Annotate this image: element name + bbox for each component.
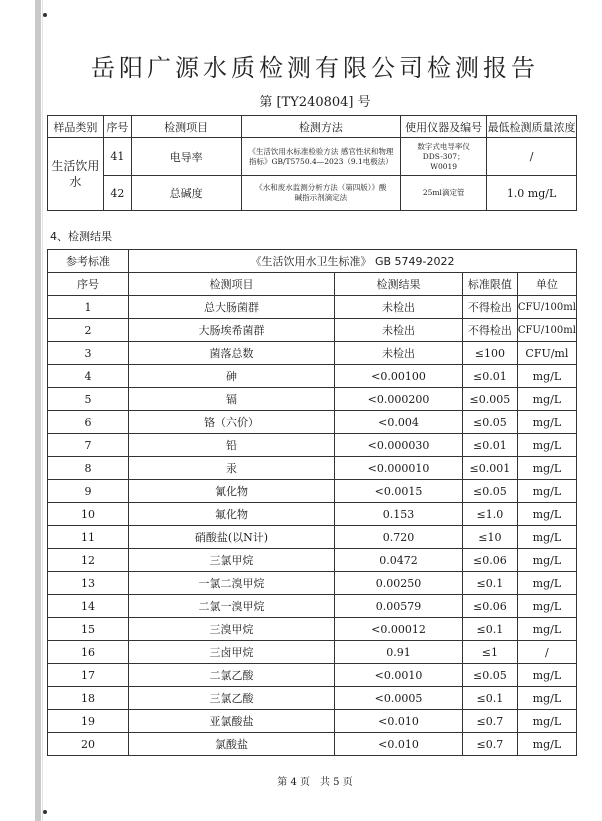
row-no: 15 [48,618,129,641]
row-unit: mg/L [517,572,576,595]
row-no: 16 [48,641,129,664]
row-limit: 不得检出 [463,319,518,342]
row-unit: / [517,641,576,664]
row-result: <0.004 [335,411,463,434]
methods-row-no: 41 [103,138,131,176]
page-binding-edge-shadow [42,0,43,821]
table-row [48,457,577,480]
methods-row-no: 42 [103,176,131,211]
row-unit: mg/L [517,411,576,434]
row-limit: ≤1.0 [463,503,518,526]
methods-row-instrument: 25ml滴定管 [401,176,487,211]
row-no: 17 [48,664,129,687]
table-row [48,618,577,641]
table-row [48,733,577,756]
row-unit: CFU/100ml [517,296,576,319]
row-limit: ≤100 [463,342,518,365]
results-header-row [48,273,577,296]
row-unit: CFU/100ml [517,319,576,342]
row-unit: mg/L [517,710,576,733]
header-seq: 序号 [48,273,129,296]
row-item: 总大肠菌群 [128,296,334,319]
table-row [48,641,577,664]
scan-speck [43,13,47,17]
row-unit: mg/L [517,549,576,572]
row-no: 19 [48,710,129,733]
row-unit: mg/L [517,618,576,641]
row-limit: ≤0.06 [463,549,518,572]
row-no: 6 [48,411,129,434]
row-result: <0.0005 [335,687,463,710]
row-no: 20 [48,733,129,756]
row-item: 汞 [128,457,334,480]
table-row [48,319,577,342]
header-seq: 序号 [103,116,131,138]
report-number: 第 [TY240804] 号 [259,95,371,110]
row-result: 0.00250 [335,572,463,595]
methods-row [48,138,577,176]
row-no: 11 [48,526,129,549]
table-row [48,549,577,572]
row-unit: mg/L [517,388,576,411]
table-row [48,388,577,411]
row-unit: mg/L [517,434,576,457]
table-row [48,342,577,365]
row-unit: mg/L [517,526,576,549]
report-title: 岳阳广源水质检测有限公司检测报告 [91,54,539,82]
row-result: <0.000030 [335,434,463,457]
row-item: 铬（六价） [128,411,334,434]
row-limit: 不得检出 [463,296,518,319]
row-result: <0.0010 [335,664,463,687]
row-item: 三氯甲烷 [128,549,334,572]
table-row [48,296,577,319]
row-item: 菌落总数 [128,342,334,365]
page-binding-edge [35,0,41,821]
table-row [48,687,577,710]
header-instrument: 使用仪器及编号 [401,116,487,138]
row-no: 18 [48,687,129,710]
row-no: 1 [48,296,129,319]
row-limit: ≤10 [463,526,518,549]
row-unit: mg/L [517,595,576,618]
row-unit: mg/L [517,480,576,503]
row-no: 7 [48,434,129,457]
row-no: 8 [48,457,129,480]
methods-header-row [48,116,577,138]
header-test-item: 检测项目 [128,273,334,296]
row-limit: ≤0.05 [463,480,518,503]
row-limit: ≤0.1 [463,687,518,710]
row-item: 二氯一溴甲烷 [128,595,334,618]
row-result: <0.0015 [335,480,463,503]
row-item: 氰化物 [128,480,334,503]
row-limit: ≤0.1 [463,618,518,641]
row-item: 一氯二溴甲烷 [128,572,334,595]
row-no: 3 [48,342,129,365]
row-result: <0.010 [335,710,463,733]
row-result: 0.0472 [335,549,463,572]
row-limit: ≤0.7 [463,733,518,756]
row-result: <0.000010 [335,457,463,480]
row-result: 0.720 [335,526,463,549]
row-unit: mg/L [517,733,576,756]
row-no: 12 [48,549,129,572]
row-result: 未检出 [335,296,463,319]
reference-label: 参考标准 [48,250,129,273]
row-no: 13 [48,572,129,595]
row-no: 4 [48,365,129,388]
page-footer: 第 4 页 共 5 页 [277,777,353,788]
methods-row-limit: 1.0 mg/L [487,176,577,211]
row-limit: ≤0.06 [463,595,518,618]
table-row [48,503,577,526]
row-limit: ≤0.7 [463,710,518,733]
methods-table [47,115,577,211]
row-item: 亚氯酸盐 [128,710,334,733]
row-item: 大肠埃希菌群 [128,319,334,342]
row-unit: mg/L [517,457,576,480]
row-item: 氯酸盐 [128,733,334,756]
reference-row [48,250,577,273]
row-unit: mg/L [517,664,576,687]
header-test-method: 检测方法 [241,116,401,138]
row-limit: ≤0.001 [463,457,518,480]
row-no: 14 [48,595,129,618]
row-item: 二氯乙酸 [128,664,334,687]
sample-category-cell: 生活饮用水 [48,138,104,211]
reference-standard: 《生活饮用水卫生标准》 GB 5749-2022 [128,250,576,273]
row-limit: ≤1 [463,641,518,664]
row-unit: mg/L [517,687,576,710]
row-limit: ≤0.1 [463,572,518,595]
row-unit: CFU/ml [517,342,576,365]
row-result: <0.00012 [335,618,463,641]
results-table [47,249,577,756]
row-item: 三氯乙酸 [128,687,334,710]
row-result: 0.153 [335,503,463,526]
row-item: 氟化物 [128,503,334,526]
header-min-concentration: 最低检测质量浓度 [487,116,577,138]
header-unit: 单位 [517,273,576,296]
table-row [48,664,577,687]
row-limit: ≤0.05 [463,664,518,687]
methods-row-item: 总碱度 [131,176,241,211]
row-result: <0.000200 [335,388,463,411]
header-test-item: 检测项目 [131,116,241,138]
row-limit: ≤0.05 [463,411,518,434]
row-no: 2 [48,319,129,342]
row-limit: ≤0.01 [463,434,518,457]
table-row [48,595,577,618]
row-unit: mg/L [517,503,576,526]
header-sample-category: 样品类别 [48,116,104,138]
methods-row-method: 《水和废水监测分析方法（第四版）》酸碱指示剂滴定法 [241,176,401,211]
methods-row-method: 《生活饮用水标准检验方法 感官性状和物理指标》GB/T5750.4—2023（9.1电极法） [241,138,401,176]
methods-row-item: 电导率 [131,138,241,176]
table-row [48,572,577,595]
table-row [48,526,577,549]
row-unit: mg/L [517,365,576,388]
row-result: 0.00579 [335,595,463,618]
row-result: <0.010 [335,733,463,756]
row-limit: ≤0.01 [463,365,518,388]
section-title: 4、检测结果 [50,230,112,243]
row-result: 0.91 [335,641,463,664]
row-item: 砷 [128,365,334,388]
table-row [48,710,577,733]
table-row [48,365,577,388]
row-result: 未检出 [335,319,463,342]
row-item: 镉 [128,388,334,411]
row-item: 硝酸盐(以N计) [128,526,334,549]
table-row [48,480,577,503]
row-item: 铅 [128,434,334,457]
methods-row-instrument: 数字式电导率仪 DDS-307； W0019 [401,138,487,176]
methods-row [48,176,577,211]
row-result: 未检出 [335,342,463,365]
row-item: 三卤甲烷 [128,641,334,664]
scan-speck [43,810,47,814]
table-row [48,411,577,434]
table-row [48,434,577,457]
row-item: 三溴甲烷 [128,618,334,641]
header-test-result: 检测结果 [335,273,463,296]
row-no: 9 [48,480,129,503]
row-limit: ≤0.005 [463,388,518,411]
row-no: 10 [48,503,129,526]
row-result: <0.00100 [335,365,463,388]
header-standard-limit: 标准限值 [463,273,518,296]
methods-row-limit: / [487,138,577,176]
row-no: 5 [48,388,129,411]
